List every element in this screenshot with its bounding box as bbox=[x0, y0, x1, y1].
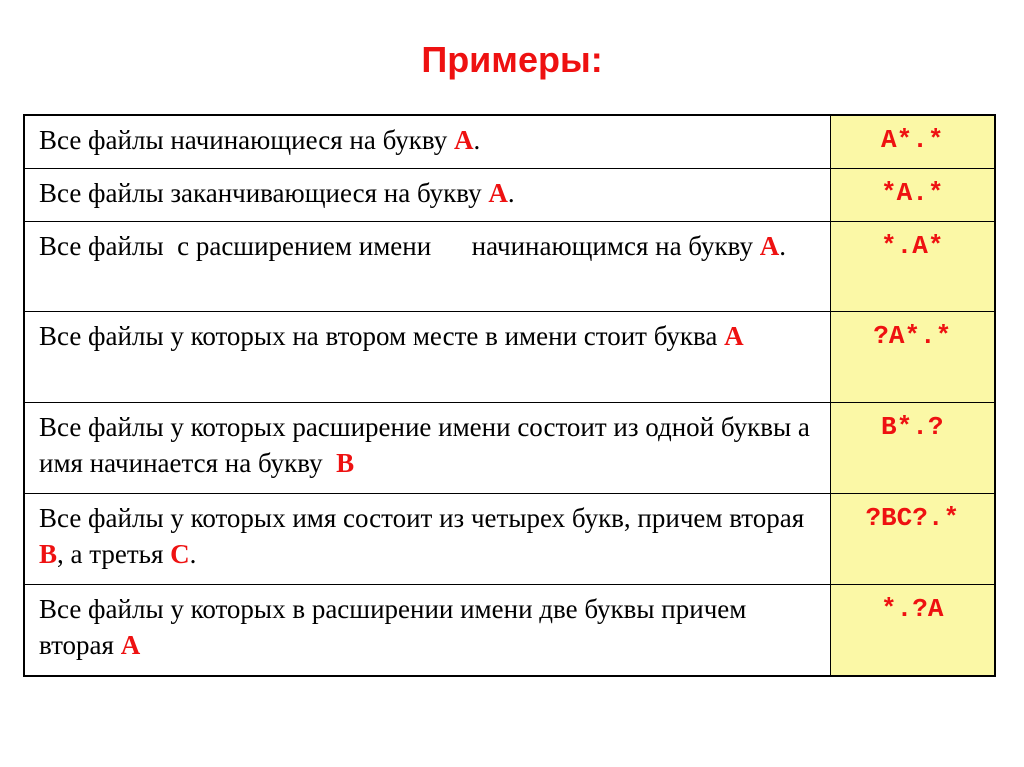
description-text: Все файлы с расширением имени начинающимся на букву bbox=[39, 231, 760, 261]
highlight-letter: С bbox=[170, 539, 190, 569]
description-cell bbox=[24, 312, 830, 403]
highlight-letter: В bbox=[39, 539, 58, 569]
example-row bbox=[24, 494, 995, 585]
example-row bbox=[24, 169, 995, 222]
mask-cell: ?BC?.* bbox=[830, 494, 995, 585]
description-cell bbox=[24, 222, 830, 312]
description-cell bbox=[24, 494, 830, 585]
slide-title: Примеры: bbox=[421, 39, 603, 80]
description-text: Все файлы у которых расширение имени состоит из одной буквы а имя начинается на букву bbox=[39, 412, 817, 478]
mask-cell: *A.* bbox=[830, 169, 995, 222]
highlight-letter: А bbox=[488, 178, 508, 208]
description-text: Все файлы у которых в расширении имени две буквы причем вторая bbox=[39, 594, 754, 660]
examples-table bbox=[23, 114, 996, 677]
description-text: . bbox=[189, 539, 197, 569]
description-cell bbox=[24, 169, 830, 222]
description-cell bbox=[24, 115, 830, 169]
example-row bbox=[24, 312, 995, 403]
example-row bbox=[24, 403, 995, 494]
mask-cell: *.?A bbox=[830, 585, 995, 677]
highlight-letter: А bbox=[724, 321, 744, 351]
mask-cell: A*.* bbox=[830, 115, 995, 169]
description-text: Все файлы заканчивающиеся на букву bbox=[39, 178, 489, 208]
highlight-letter: А bbox=[120, 630, 141, 660]
highlight-letter: В bbox=[336, 448, 355, 478]
description-text: Все файлы у которых имя состоит из четырех букв, причем вторая bbox=[39, 503, 811, 533]
description-text: Все файлы начинающиеся на букву bbox=[39, 125, 454, 155]
description-cell bbox=[24, 585, 830, 677]
description-text: . bbox=[473, 125, 481, 155]
mask-cell: ?A*.* bbox=[830, 312, 995, 403]
description-text: Все файлы у которых на втором месте в имени стоит буква bbox=[39, 321, 725, 351]
description-text: . bbox=[507, 178, 515, 208]
mask-cell: *.A* bbox=[830, 222, 995, 312]
mask-cell: B*.? bbox=[830, 403, 995, 494]
highlight-letter: А bbox=[759, 231, 780, 261]
example-row bbox=[24, 222, 995, 312]
description-cell bbox=[24, 403, 830, 494]
highlight-letter: А bbox=[453, 125, 474, 155]
example-row bbox=[24, 115, 995, 169]
examples-table-wrapper bbox=[23, 114, 996, 677]
description-text: . bbox=[779, 231, 786, 261]
example-row bbox=[24, 585, 995, 677]
description-text: , а третья bbox=[57, 539, 171, 569]
